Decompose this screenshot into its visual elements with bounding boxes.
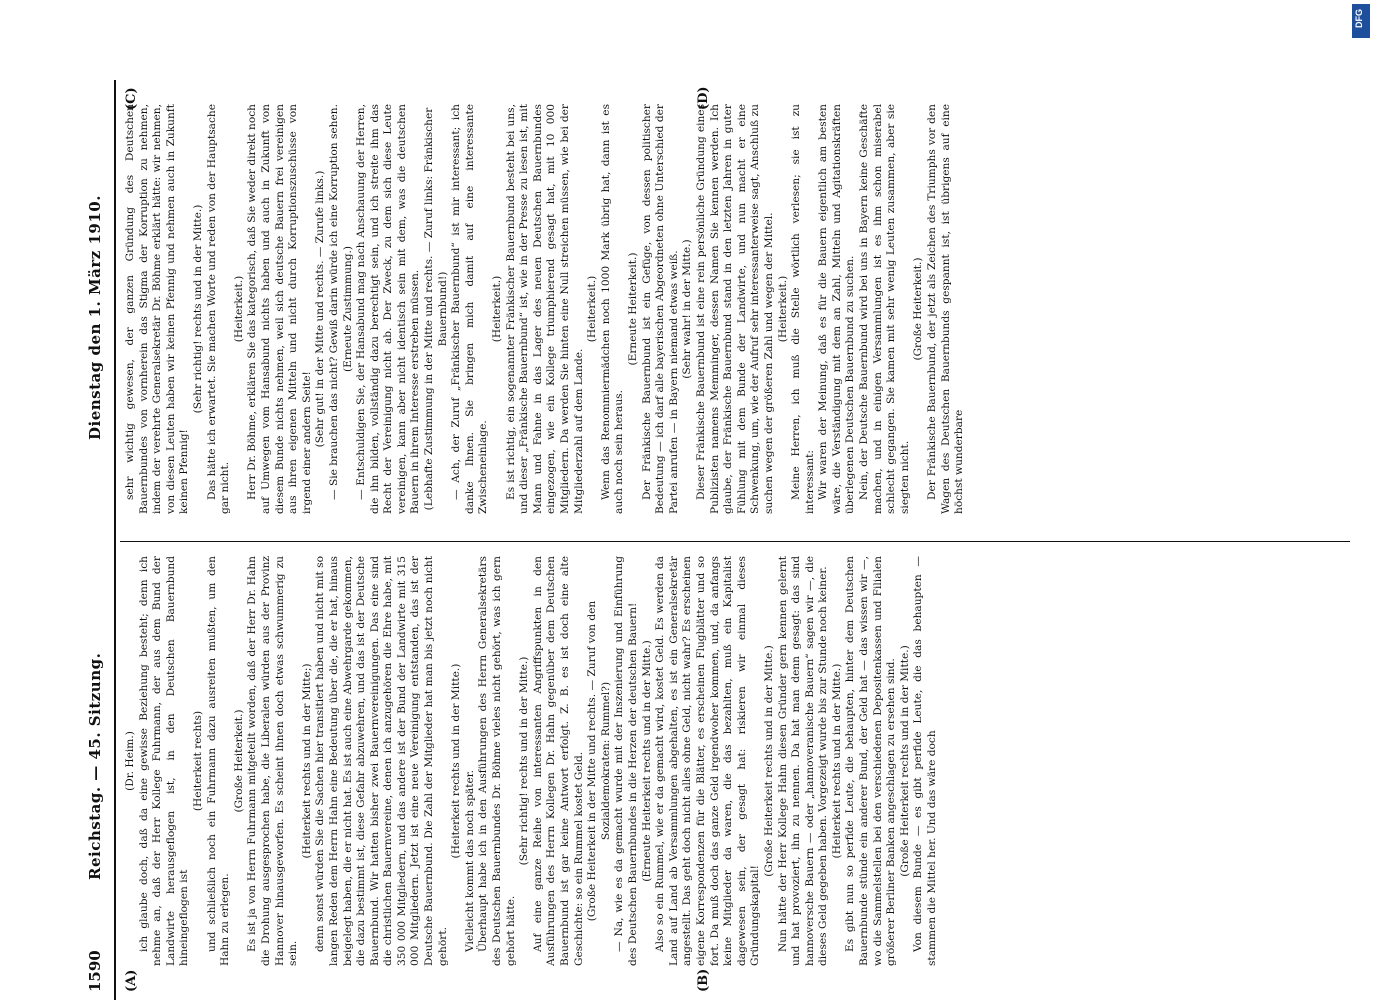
paragraph: Nun hätte der Herr Kollege Hahn diesen Gründer gern kennen gelernt und hat provoziert, ihn zu nennen. Da hat man denn gesagt: das sind hannoversche Bauern — oder „hannoveranische Bauern“ sagen wir —, die dieses Geld gegeben haben. Vorgezeigt wurde bis zur Stunde noch keiner. [776,556,830,966]
paragraph: (Große Heiterkeit.) [912,257,925,361]
paragraph: Wir waren der Meinung, daß es für die Bauern eigentlich am besten wäre, die Verständigung mit dem an Zahl, Mitteln und Agitationskräften überlegenen Deutschen Bauernbund zu suchen. [817,104,857,514]
paragraph: Nein, der Deutsche Bauernbund wird bei uns in Bayern keine Geschäfte machen, und in einigen Versammlungen ist es ihm schon miserabel schlecht gegangen. Sie kamen mit sehr wenig Leuten zusammen, aber sie siegten nicht. [858,104,911,514]
paragraph: (Große Heiterkeit rechts und in der Mitte.) [898,645,911,877]
paragraph: (Heiterkeit.) [776,275,789,343]
paragraph: (Heiterkeit rechts und in der Mitte.) [450,663,463,859]
paragraph: (Heiterkeit rechts und in der Mitte;) [300,663,313,859]
paragraph: Also so ein Rummel, wie er da gemacht wird, kostet Geld. Es werden da Land auf Land ab Versammlungen abgehalten, es ist ein Generalsekretär angestellt. Das geht doch nicht alles ohne Geld, nicht wahr? Es erscheinen eigene Korrespondenzen für die Blätter, es erscheinen Flugblätter und so fort. Da muß doch das ganze Geld irgendwoher kommen, und, da anfangs keine Mitglieder da waren, die das bezahlten, muß ein Kapitalist dagewesen sein, der gesagt hat: riskieren wir einmal dieses Gründungskapital! [654,556,762,966]
paragraph: Dieser Fränkische Bauernbund ist eine rein persönliche Gründung eines Publizisten namens Memminger, dessen Namen Sie kennen werden. Ich glaube, der Fränkische Bauernbund stand in den letzten Jahren in guter Fühlung mit dem Bunde der Landwirte, und nun macht er eine Schwenkung, um, wie der Aufruf sehr interessanterweise sagt, Anschluß zu suchen wegen der größeren Zahl und wegen der Mittel. [694,104,775,514]
paragraph: (Heiterkeit rechts und in der Mitte.) [830,663,843,859]
paragraph: (Lebhafte Zustimmung in der Mitte und rechts. — Zuruf links: Fränkischer Bauernbund!) [423,107,449,511]
header-right-title: Dienstag den 1. März 1910. [86,195,104,440]
paragraph: Der Fränkische Bauernbund ist ein Gefüge, von dessen politischer Bedeutung — ich darf alle bayerischen Abgeordneten ohne Unterschied der Partei anrufen — in Bayern niemand etwas weiß. [640,104,680,514]
paragraph: — Sie brauchen das nicht? Gewiß darin würde ich eine Korruption sehen. [327,104,340,500]
paragraph: (Große Heiterkeit in der Mitte und rechts. — Zuruf von den Sozialdemokraten: Rummel?) [586,600,612,922]
paragraph: denn sonst würden Sie die Sachen hier transitiert haben und nicht mit so langen Reden dem Herrn Hahn eine Bedeutung über die, die er hat, hinaus beigelegt haben, die er nicht hat. Es ist auch eine Abwehrgarde gekommen, die dazu bestimmt ist, diese Gefahr abzuwehren, und das ist der Deutsche Bauernbund. Wir hatten bisher zwei Bauernvereinigungen. Das eine sind die christlichen Bauernvereine, denen ich anzugehören die Ehre habe, mit 350 000 Mitgliedern, und das andere ist der Bund der Landwirte mit 315 000 Mitgliedern. Jetzt ist eine neue Vereinigung entstanden, das ist der Deutsche Bauernbund. Die Zahl der Mitglieder hat man bis jetzt noch nicht gehört. [314,556,449,966]
column-divider [120,541,1350,542]
paragraph: Es gibt nun so perfide Leute, die behaupten, hinter dem Deutschen Bauernbunde stünde ein anderer Bund, der Geld hat — das wissen wir —, wo die Sammelstellen bei den verschiedenen Depositenkassen und Filialen größerer Berliner Banken angeschlagen zu ersehen sind. [844,556,898,966]
paragraph: — Entschuldigen Sie, der Hansabund mag nach Anschauung der Herren, die ihn bilden, vollständig dazu berechtigt sein, und ich streite ihm das Recht der Vereinigung nicht ab. Der Zweck, zu dem sich diese Leute vereinigen, kann aber nicht identisch sein mit dem, was die deutschen Bauern in ihrem Interesse erstreben müssen. [355,104,422,514]
paragraph: und schließlich noch ein Fuhrmann dazu ausreiten mußten, um den Hahn zu erlegen. [205,556,232,966]
paragraph: Von diesem Bunde — es gibt perfide Leute, die das behaupten — stammen die Mittel her. Und das wäre doch [912,556,939,966]
margin-marker-d: (D) [696,86,711,110]
paragraph: (Erneute Heiterkeit.) [626,252,639,366]
header-left-title: Reichstag. — 45. Sitzung. [86,652,104,880]
paragraph: Herr Dr. Böhme, erklären Sie das kategorisch, daß Sie weder direkt noch auf Umwegen vom Hansabund nichts haben und auch in Zukunft von diesem Bunde nichts nehmen, weil sich deutsche Bauern frei vereinigen aus ihren eigenen Mitteln und nicht durch Korruptionszuschüsse von irgend einer andern Seite! [246,104,313,514]
paragraph: (Heiterkeit.) [491,275,504,343]
paragraph: (Erneute Heiterkeit rechts und in der Mitte.) [640,640,653,882]
paragraph: Meine Herren, ich muß die Stelle wörtlich verlesen; sie ist zu interessant: [790,104,816,514]
paragraph: Es ist richtig, ein sogenannter Fränkischer Bauernbund besteht bei uns, und dieser „Fränkische Bauernbund“ ist, wie in der Presse zu lesen ist, mit Mann und Fahne in das Lager des neuen Deutschen Bauernbundes eingezogen, wie ein Kollege triumphierend gesagt hat, mit 10 000 Mitgliedern. Da werden Sie hinten eine Null streichen müssen, wie bei der Mitgliederzahl auf dem Lande. [504,104,585,514]
paragraph: ich glaube doch, daß da eine gewisse Beziehung besteht; denn ich nehme an, daß der Herr Kollege Fuhrmann, der aus dem Bund der Landwirte herausgeflogen ist, in den Deutschen Bauernbund hineingeflogen ist [137,556,191,966]
paragraph: (Sehr wahr! in der Mitte.) [681,239,694,379]
paragraph: (Sehr richtig! rechts und in der Mitte.) [518,656,531,866]
paragraph: Vielleicht kommt das noch später. [463,769,476,952]
paragraph: Es ist ja von Herrn Fuhrmann mitgeteilt worden, daß der Herr Dr. Hahn die Drohung ausgesprochen habe, die Liberalen würden aus der Provinz Hannover hinausgeworfen. Es scheint ihnen doch etwas schwummerig zu sein. [246,556,300,966]
speaker-label: (Dr. Heim.) [124,731,136,791]
paragraph: (Sehr richtig! rechts und in der Mitte.) [191,204,204,414]
page-number: 1590 [86,950,104,992]
paragraph: (Heiterkeit.) [232,275,245,343]
digitization-credit [1352,10,1366,990]
paragraph: (Erneute Zustimmung.) [341,245,354,373]
right-column [124,104,1354,514]
rotated-newspaper-page [80,80,1360,1000]
paragraph: (Sehr gut! in der Mitte und rechts. — Zurufe links.) [314,170,327,448]
paragraph: Das hätte ich erwartet. Sie machen Worte und reden von der Hauptsache gar nicht. [205,104,232,514]
paragraph: sehr wichtig gewesen, der ganzen Gründung des Deutschen Bauernbundes von vornherein das Stigma der Korruption zu nehmen, indem der verehrte Generalsekretär Dr. Böhme erklärt hätte: wir nehmen, von diesen Leuten haben wir keinen Pfennig und nehmen auch in Zukunft keinen Pfennig! [124,104,191,514]
margin-marker-a: (A) [124,969,139,992]
paragraph: Überhaupt habe ich in den Ausführungen des Herrn Generalsekretärs des Deutschen Bauernbundes Dr. Böhme vieles nicht gehört, was ich gern gehört hätte. [477,556,517,966]
paragraph: Der Fränkische Bauernbund, der jetzt als Zeichen des Triumphs vor den Wagen des Deutschen Bauernbunds gespannt ist, ist übrigens auf eine höchst wunderbare [926,104,966,514]
paragraph: (Große Heiterkeit rechts und in der Mitte.) [762,645,775,877]
paragraph: Wenn das Renommiermädchen noch 1000 Mark übrig hat, dann ist es auch noch sein heraus. [599,104,626,514]
margin-marker-b: (B) [696,968,711,992]
paragraph: (Heiterkeit.) [586,275,599,343]
paragraph: (Große Heiterkeit.) [232,709,245,813]
paragraph: — Na, wie es da gemacht wurde mit der Inszenierung und Einführung des Deutschen Bauernbundes in die Herzen der deutschen Bauern! [613,556,639,966]
page-header [80,80,116,1000]
margin-marker-c: (C) [124,87,139,110]
paragraph: (Heiterkeit rechts) [191,710,204,812]
paragraph: — Ach, der Zuruf „Fränkischer Bauernbund“ ist mir interessant; ich danke Ihnen. Sie bringen mich damit auf eine interessante Zwischeneinlage. [450,104,490,514]
left-column [124,556,1354,966]
dfg-logo: DFG [1352,4,1370,38]
paragraph: Auf eine ganze Reihe von interessanten Angriffspunkten in den Ausführungen des Herrn Kollegen Dr. Hahn gegenüber dem Deutschen Bauernbund ist gar keine Antwort erfolgt. Z. B. es ist doch eine alte Geschichte: so ein Rummel kostet Geld. [531,556,585,966]
